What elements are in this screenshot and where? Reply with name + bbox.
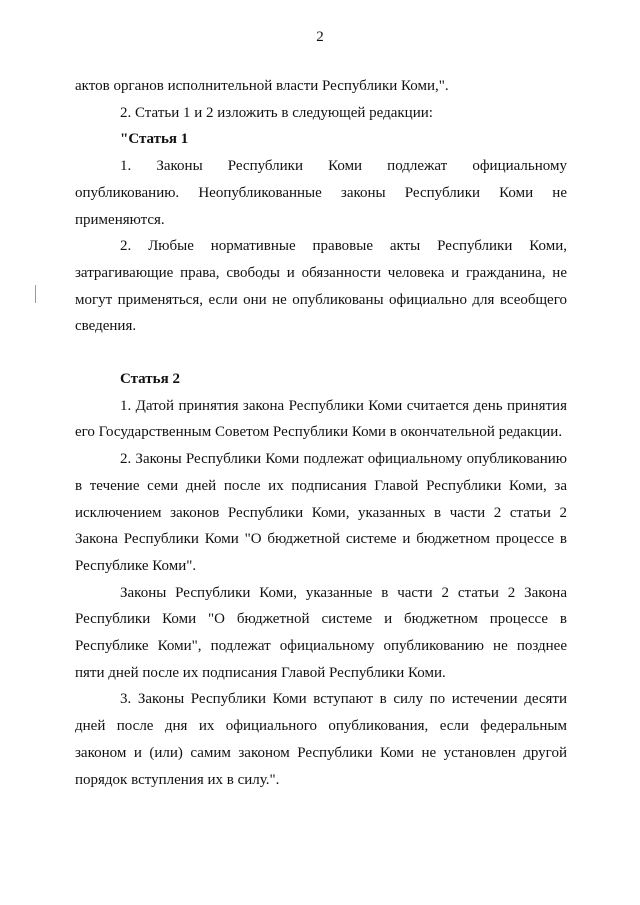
document-body xyxy=(75,73,567,793)
margin-mark xyxy=(35,285,36,303)
paragraph-continuation: актов органов исполнительной власти Республики Коми,". xyxy=(75,78,449,94)
page-number: 2 xyxy=(316,29,324,45)
article-2-part-3: 3. Законы Республики Коми вступают в силу по истечении десяти дней после дня их официального опубликования, если федеральным законом и (или) самим законом Республики Коми не установлен другой порядок вступления их в силу.". xyxy=(75,691,567,788)
article-1-part-1: 1. Законы Республики Коми подлежат официальному опубликованию. Неопубликованные законы Республики Коми не применяются. xyxy=(75,158,567,228)
article-2-part-2: 2. Законы Республики Коми подлежат официальному опубликованию в течение семи дней после их подписания Главой Республики Коми, за исключением законов Республики Коми, указанных в части 2 статьи 2 Закона Республики Коми "О бюджетной системе и бюджетном процессе в Республике Коми". xyxy=(75,451,567,574)
article-2-part-1: 1. Датой принятия закона Республики Коми считается день принятия его Государственным Советом Республики Коми в окончательной редакции. xyxy=(75,397,567,441)
article-1-heading: "Статья 1 xyxy=(120,131,189,148)
section-spacer xyxy=(75,340,567,366)
paragraph-amendment-intro: 2. Статьи 1 и 2 изложить в следующей редакции: xyxy=(120,104,433,121)
article-2-heading: Статья 2 xyxy=(120,371,180,388)
article-2-part-2-continuation: Законы Республики Коми, указанные в части 2 статьи 2 Закона Республики Коми "О бюджетной системе и бюджетном процессе в Республике Коми", подлежат официальному опубликованию не позднее пяти дней после их подписания Главой Республики Коми. xyxy=(75,584,567,681)
article-1-part-2: 2. Любые нормативные правовые акты Республики Коми, затрагивающие права, свободы и обязанности человека и гражданина, не могут применяться, если они не опубликованы официально для всеобщего сведения. xyxy=(75,238,567,335)
